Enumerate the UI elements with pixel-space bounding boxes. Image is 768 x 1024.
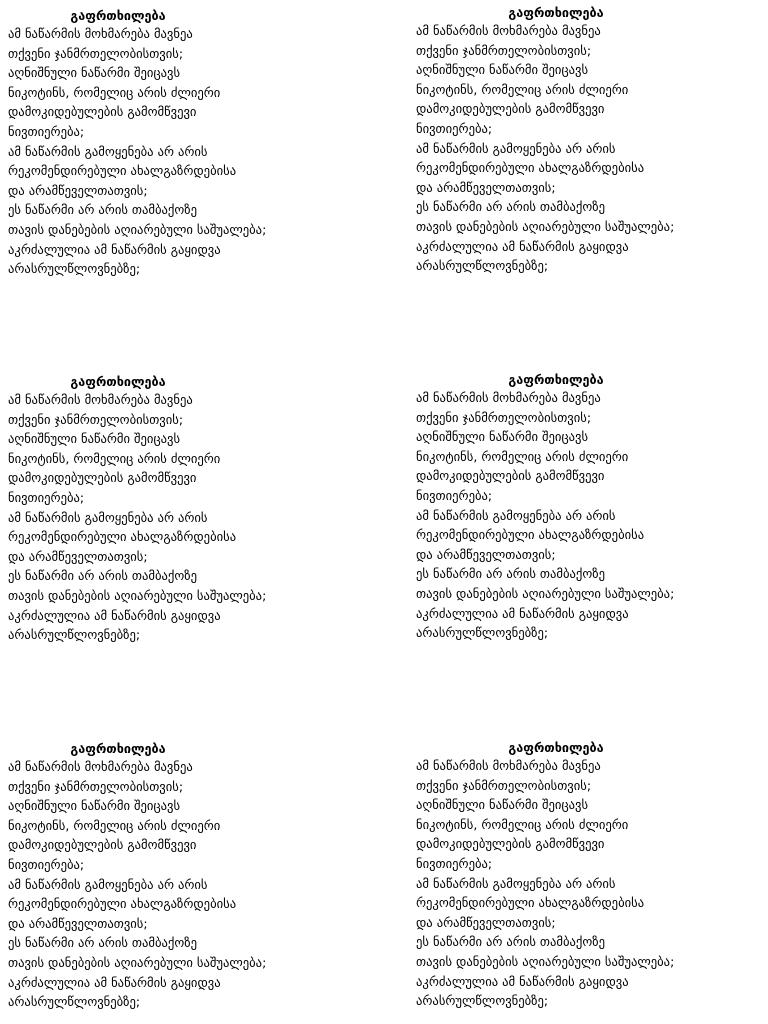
warning-line: ნიკოტინს, რომელიც არის ძლიერი [416,816,629,832]
warning-line: რეკომენდირებული ახალგაზრდებისა [8,896,237,912]
warning-line: აღნიშნული ნაწარმი შეიცავს [416,429,589,445]
warning-line: ნივთიერება; [416,487,493,503]
warning-line: აკრძალულია ამ ნაწარმის გაყიდვა [8,974,221,990]
warning-line: თქვენი ჯანმრთელობისთვის; [416,409,592,425]
warning-line: ნიკოტინს, რომელიც არის ძლიერი [416,448,629,464]
warning-line: არასრულწლოვნებზე; [416,258,549,274]
warning-line: ამ ნაწარმის მოხმარება მავნეა [416,758,601,773]
warning-line: ამ ნაწარმის მოხმარება მავნეა [8,759,193,774]
warning-line: რეკომენდირებული ახალგაზრდებისა [416,527,645,543]
warning-line: თავის დანებების აღიარებული საშუალება; [416,218,675,234]
warning-line: აკრძალულია ამ ნაწარმის გაყიდვა [416,605,629,621]
warning-line: ნიკოტინს, რომელიც არის ძლიერი [8,84,221,100]
warning-line: ამ ნაწარმის გამოყენება არ არის [416,140,616,156]
warning-block-4 [416,372,746,643]
warning-line: ეს ნაწარმი არ არის თამბაქოზე [416,934,605,950]
warning-block-2 [416,5,746,276]
warning-line: ამ ნაწარმის გამოყენება არ არის [8,876,208,892]
warning-title: გაფრთხილება [508,740,604,755]
warning-line: ნივთიერება; [8,856,85,872]
warning-line: ეს ნაწარმი არ არის თამბაქოზე [416,566,605,582]
warning-line: აღნიშნული ნაწარმი შეიცავს [416,797,589,813]
warning-title: გაფრთხილება [70,741,166,756]
warning-line: აღნიშნული ნაწარმი შეიცავს [8,431,181,447]
warning-line: აღნიშნული ნაწარმი შეიცავს [8,65,181,81]
warning-line: აკრძალულია ამ ნაწარმის გაყიდვა [8,241,221,257]
warning-line: თქვენი ჯანმრთელობისთვის; [8,778,184,794]
warning-line: ნიკოტინს, რომელიც არის ძლიერი [8,817,221,833]
warning-title: გაფრთხილება [508,372,604,387]
warning-line: და არამწეველთათვის; [8,548,148,564]
warning-line: ნივთიერება; [8,123,85,139]
warning-line: ამ ნაწარმის გამოყენება არ არის [416,507,616,523]
warning-line: და არამწეველთათვის; [8,182,148,198]
warning-line: ეს ნაწარმი არ არის თამბაქოზე [8,935,197,951]
warning-line: თქვენი ჯანმრთელობისთვის; [416,42,592,58]
warning-line: და არამწეველთათვის; [416,179,556,195]
warning-line: დამოკიდებულების გამომწვევი [416,468,605,484]
warning-line: ეს ნაწარმი არ არის თამბაქოზე [8,202,197,218]
warning-line: და არამწეველთათვის; [416,914,556,930]
warning-line: რეკომენდირებული ახალგაზრდებისა [416,160,645,176]
warning-line: დამოკიდებულების გამომწვევი [416,836,605,852]
warning-line: თავის დანებების აღიარებული საშუალება; [8,221,267,237]
warning-line: არასრულწლოვნებზე; [8,994,141,1010]
warning-line: აკრძალულია ამ ნაწარმის გაყიდვა [416,238,629,254]
warning-line: არასრულწლოვნებზე; [8,627,141,643]
warning-title: გაფრთხილება [70,8,166,23]
warning-line: აღნიშნული ნაწარმი შეიცავს [8,798,181,814]
warning-line: ნივთიერება; [416,120,493,136]
warning-block-5 [8,741,338,1012]
warning-title: გაფრთხილება [508,5,604,20]
warning-line: დამოკიდებულების გამომწვევი [8,470,197,486]
warning-line: აღნიშნული ნაწარმი შეიცავს [416,62,589,78]
warning-line: თავის დანებების აღიარებული საშუალება; [8,954,267,970]
warning-line: ამ ნაწარმის გამოყენება არ არის [8,143,208,159]
warning-line: არასრულწლოვნებზე; [8,261,141,277]
warning-line: ამ ნაწარმის გამოყენება არ არის [416,875,616,891]
warning-line: ამ ნაწარმის მოხმარება მავნეა [8,392,193,407]
warning-block-3 [8,374,338,645]
warning-line: არასრულწლოვნებზე; [416,993,549,1009]
warning-line: ამ ნაწარმის მოხმარება მავნეა [416,390,601,405]
warning-line: ნივთიერება; [8,489,85,505]
warning-line: რეკომენდირებული ახალგაზრდებისა [8,163,237,179]
warning-line: თავის დანებების აღიარებული საშუალება; [416,953,675,969]
warning-line: დამოკიდებულების გამომწვევი [8,104,197,120]
warning-line: თქვენი ჯანმრთელობისთვის; [416,777,592,793]
warning-line: ეს ნაწარმი არ არის თამბაქოზე [416,199,605,215]
warning-line: აკრძალულია ამ ნაწარმის გაყიდვა [416,973,629,989]
warning-line: თქვენი ჯანმრთელობისთვის; [8,45,184,61]
warning-line: ეს ნაწარმი არ არის თამბაქოზე [8,568,197,584]
warning-line: თავის დანებების აღიარებული საშუალება; [416,585,675,601]
warning-line: ამ ნაწარმის მოხმარება მავნეა [8,26,193,41]
warning-block-6 [416,740,746,1011]
warning-line: დამოკიდებულების გამომწვევი [416,101,605,117]
warning-line: დამოკიდებულების გამომწვევი [8,837,197,853]
warning-line: და არამწეველთათვის; [416,546,556,562]
warning-line: ნიკოტინს, რომელიც არის ძლიერი [416,81,629,97]
warning-block-1 [8,8,338,279]
warning-line: თქვენი ჯანმრთელობისთვის; [8,411,184,427]
warning-title: გაფრთხილება [70,374,166,389]
warning-line: ნივთიერება; [416,855,493,871]
warning-line: ამ ნაწარმის გამოყენება არ არის [8,509,208,525]
warning-line: ნიკოტინს, რომელიც არის ძლიერი [8,450,221,466]
warning-line: აკრძალულია ამ ნაწარმის გაყიდვა [8,607,221,623]
warning-line: არასრულწლოვნებზე; [416,625,549,641]
warning-line: და არამწეველთათვის; [8,915,148,931]
warning-line: ამ ნაწარმის მოხმარება მავნეა [416,23,601,38]
warning-line: რეკომენდირებული ახალგაზრდებისა [8,529,237,545]
warning-line: რეკომენდირებული ახალგაზრდებისა [416,895,645,911]
warning-line: თავის დანებების აღიარებული საშუალება; [8,587,267,603]
